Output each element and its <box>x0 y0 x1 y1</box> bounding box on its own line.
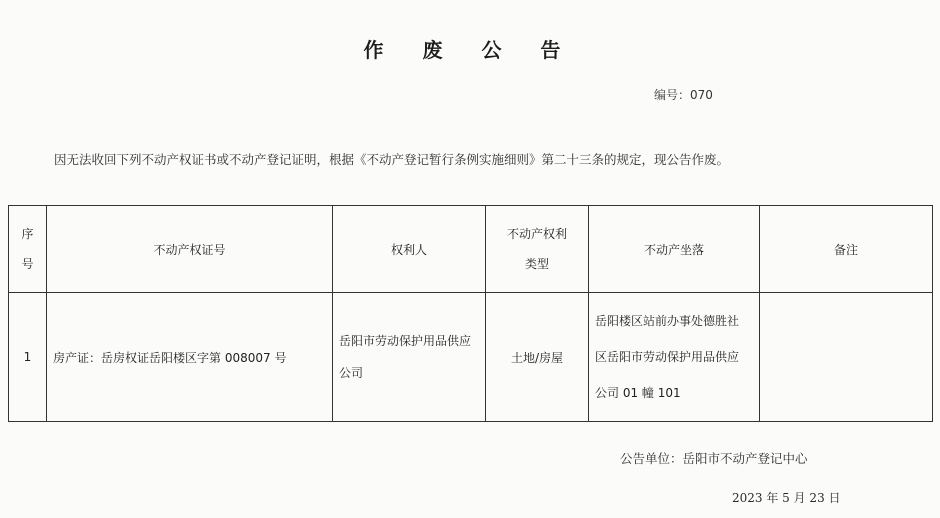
notice-issuer: 公告单位：岳阳市不动产登记中心 <box>620 451 808 466</box>
table-row <box>9 293 933 422</box>
notice-intro: 因无法收回下列不动产权证书或不动产登记证明，根据《不动产登记暂行条例实施细则》第二十三条的规定，现公告作废。 <box>54 152 730 167</box>
header-cert <box>47 206 333 293</box>
row-location-line1: 岳阳楼区站前办事处德胜社 <box>595 314 740 328</box>
row-owner-line1: 岳阳市劳动保护用品供应 <box>339 334 472 348</box>
header-location <box>589 206 760 293</box>
header-cert-label: 不动产权证号 <box>153 242 226 257</box>
header-seq <box>9 206 47 293</box>
header-seq-line2: 号 <box>21 257 34 271</box>
header-seq-line1: 序 <box>21 227 34 241</box>
row-note <box>760 293 933 422</box>
notice-title: 作 废 公 告 <box>363 38 577 62</box>
notice-number: 编号：070 <box>654 88 713 102</box>
header-owner-label: 权利人 <box>390 242 427 257</box>
header-note-label: 备注 <box>833 242 858 257</box>
table-header-row <box>9 206 933 293</box>
row-right-type: 土地/房屋 <box>486 293 589 422</box>
void-certificate-table <box>8 205 933 422</box>
row-seq: 1 <box>9 293 47 422</box>
header-type-line1: 不动产权利 <box>506 227 567 241</box>
header-note <box>760 206 933 293</box>
row-cert-number: 房产证：岳房权证岳阳楼区字第 008007 号 <box>47 293 333 422</box>
notice-date: 2023 年 5 月 23 日 <box>732 491 841 505</box>
row-location-line3: 公司 01 幢 101 <box>595 386 681 400</box>
header-type <box>486 206 589 293</box>
header-owner <box>333 206 486 293</box>
row-location-line2: 区岳阳市劳动保护用品供应 <box>595 350 740 364</box>
row-owner-line2: 公司 <box>339 366 364 380</box>
header-type-line2: 类型 <box>524 257 549 271</box>
row-owner <box>333 293 486 422</box>
header-location-label: 不动产坐落 <box>643 242 704 257</box>
row-location <box>589 293 760 422</box>
